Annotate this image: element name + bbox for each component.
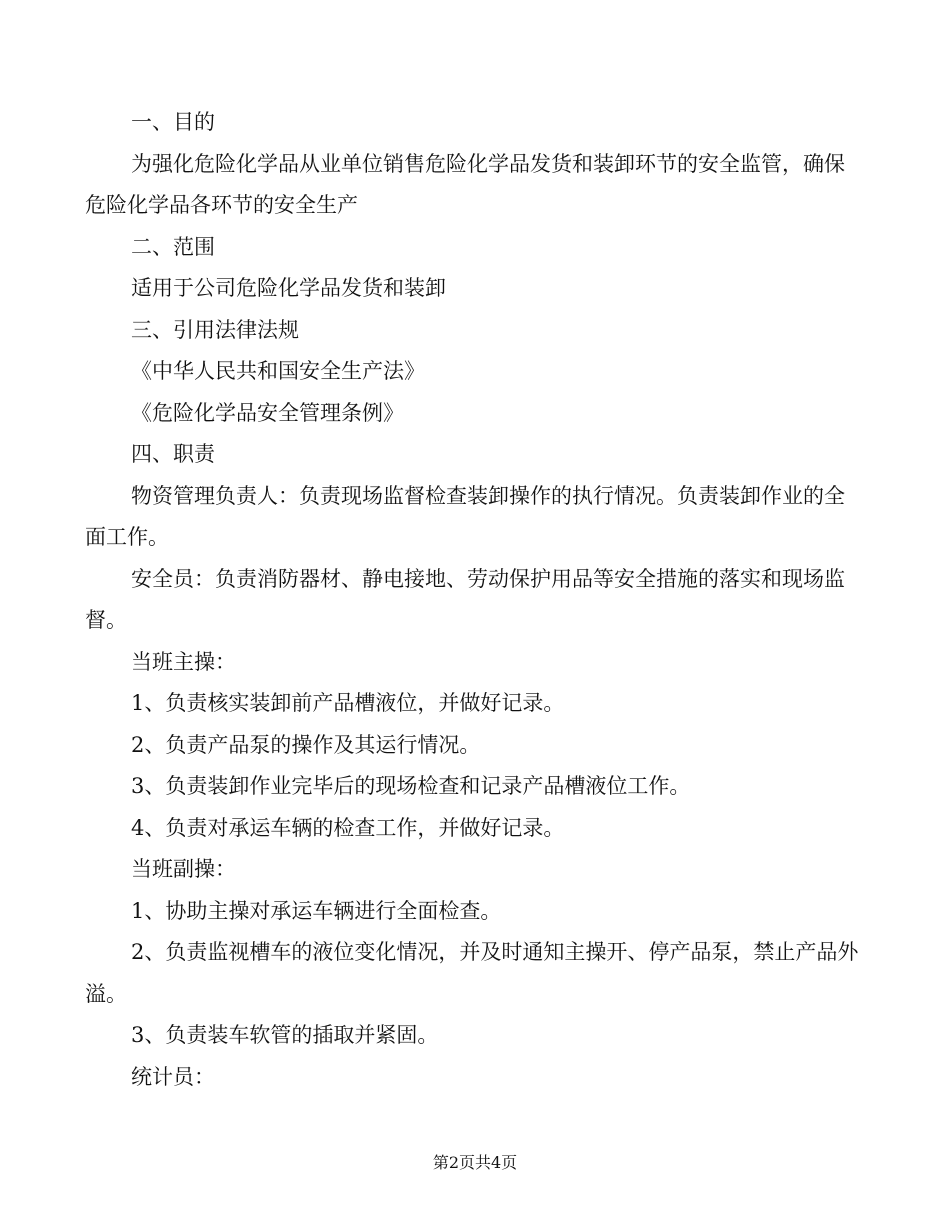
duty-list-item: 3、负责装卸作业完毕后的现场检查和记录产品槽液位工作。 <box>131 774 691 798</box>
duty-paragraph: 物资管理负责人：负责现场监督检查装卸操作的执行情况。负责装卸作业的全面工作。 <box>85 483 845 549</box>
duty-paragraph: 安全员：负责消防器材、静电接地、劳动保护用品等安全措施的落实和现场监督。 <box>85 566 845 632</box>
duty-list-item: 2、负责产品泵的操作及其运行情况。 <box>131 732 481 757</box>
section-heading-purpose: 一、目的 <box>131 110 215 134</box>
section-heading-scope: 二、范围 <box>131 234 215 259</box>
duty-list-item: 2、负责监视槽车的液位变化情况，并及时通知主操开、停产品泵，禁止产品外溢。 <box>85 940 859 1006</box>
regulation-item: 《中华人民共和国安全生产法》 <box>131 359 425 383</box>
page-number-footer: 第2页共4页 <box>432 1153 518 1172</box>
duty-list-item: 4、负责对承运车辆的检查工作，并做好记录。 <box>131 815 565 840</box>
duty-list-item: 1、负责核实装卸前产品槽液位，并做好记录。 <box>131 691 565 715</box>
section-heading-duties: 四、职责 <box>131 442 215 466</box>
section-heading-regulations: 三、引用法律法规 <box>131 317 299 342</box>
document-body <box>85 102 860 1098</box>
scope-text: 适用于公司危险化学品发货和装卸 <box>131 276 446 300</box>
role-heading: 统计员： <box>131 1064 215 1089</box>
role-heading: 当班副操： <box>131 857 236 881</box>
regulation-item: 《危险化学品安全管理条例》 <box>131 400 404 425</box>
duty-list-item: 3、负责装车软管的插取并紧固。 <box>131 1023 439 1047</box>
purpose-text: 为强化危险化学品从业单位销售危险化学品发货和装卸环节的安全监管，确保危险化学品各环节的安全生产 <box>85 151 845 217</box>
duty-list-item: 1、协助主操对承运车辆进行全面检查。 <box>131 898 502 923</box>
role-heading: 当班主操： <box>131 649 236 674</box>
